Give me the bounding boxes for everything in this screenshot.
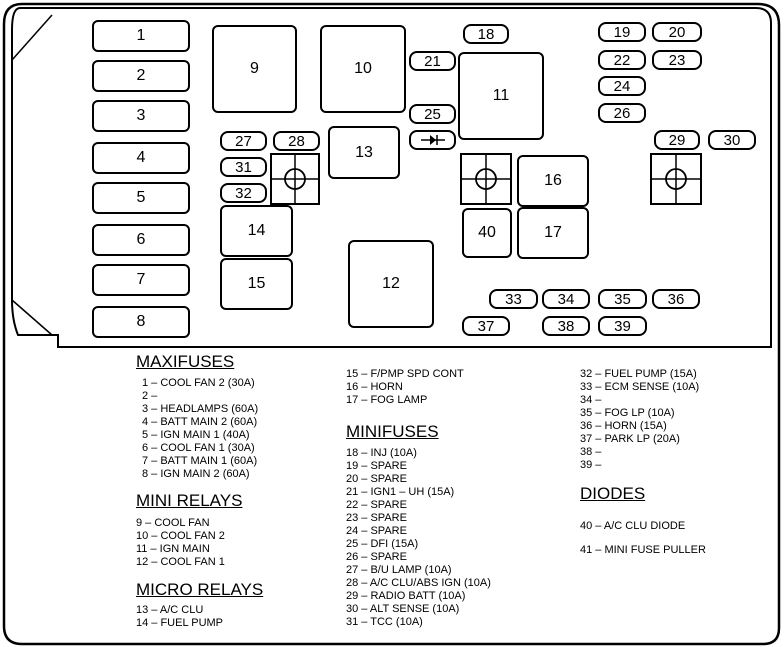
relay-slot-12: 12 [348, 240, 434, 328]
list-item: 27 – B/U LAMP (10A) [346, 564, 452, 576]
minifuse-slot-36: 36 [652, 289, 700, 309]
list-item: 29 – RADIO BATT (10A) [346, 590, 466, 602]
list-item: 30 – ALT SENSE (10A) [346, 603, 460, 615]
list-item: 34 – [580, 394, 602, 406]
stud-terminal-left [270, 153, 320, 205]
maxifuses-heading: MAXIFUSES [136, 352, 235, 371]
maxifuse-slot-3: 3 [92, 100, 190, 132]
list-item: 17 – FOG LAMP [346, 394, 428, 406]
mini-relays-heading: MINI RELAYS [136, 491, 243, 510]
list-item: 36 – HORN (15A) [580, 420, 667, 432]
list-item: 11 – IGN MAIN [136, 543, 210, 555]
minifuse-slot-24: 24 [598, 76, 646, 96]
minifuse-slot-23: 23 [652, 50, 702, 70]
list-item: 4 – BATT MAIN 2 (60A) [142, 416, 258, 428]
maxifuse-slot-8: 8 [92, 306, 190, 338]
list-item: 16 – HORN [346, 381, 403, 393]
minifuse-slot-38: 38 [542, 316, 590, 336]
list-item: 33 – ECM SENSE (10A) [580, 381, 700, 393]
minifuse-slot-32: 32 [220, 183, 267, 203]
relay-slot-10: 10 [320, 25, 406, 113]
list-item: 39 – [580, 459, 602, 471]
minifuse-slot-34: 34 [542, 289, 590, 309]
micro-relays-list-continued [346, 368, 464, 407]
list-item: 12 – COOL FAN 1 [136, 556, 225, 568]
list-item: 26 – SPARE [346, 551, 407, 563]
maxifuse-slot-1: 1 [92, 20, 190, 52]
stud-terminal-center [460, 153, 512, 205]
micro-relays-list [136, 604, 223, 630]
list-item: 23 – SPARE [346, 512, 407, 524]
list-item: 1 – COOL FAN 2 (30A) [142, 377, 255, 389]
minifuse-slot-22: 22 [598, 50, 646, 70]
relay-slot-13: 13 [328, 126, 400, 179]
maxifuse-slot-5: 5 [92, 182, 190, 214]
minifuse-slot-18: 18 [463, 24, 509, 44]
minifuses-list [346, 447, 491, 629]
list-item: 7 – BATT MAIN 1 (60A) [142, 455, 258, 467]
list-item: 20 – SPARE [346, 473, 407, 485]
minifuse-slot-28: 28 [273, 131, 320, 151]
minifuse-slot-21: 21 [409, 51, 456, 71]
list-item: 28 – A/C CLU/ABS IGN (10A) [346, 577, 491, 589]
list-item: 3 – HEADLAMPS (60A) [142, 403, 259, 415]
relay-slot-11: 11 [458, 52, 544, 140]
minifuse-slot-37: 37 [462, 316, 510, 336]
list-item: 8 – IGN MAIN 2 (60A) [142, 468, 250, 480]
diodes-list [580, 514, 706, 562]
list-item: 25 – DFI (15A) [346, 538, 419, 550]
maxifuse-slot-4: 4 [92, 142, 190, 174]
list-item: 14 – FUEL PUMP [136, 617, 224, 629]
maxifuse-slot-6: 6 [92, 224, 190, 256]
diodes-heading: DIODES [580, 484, 646, 503]
list-item: 13 – A/C CLU [136, 604, 204, 616]
list-item: 40 – A/C CLU DIODE [580, 520, 686, 532]
relay-slot-17: 17 [517, 207, 589, 259]
maxifuses-list [142, 377, 258, 481]
list-item: 2 – [142, 390, 158, 402]
relay-slot-15: 15 [220, 258, 293, 310]
minifuse-slot-39: 39 [598, 316, 647, 336]
list-item: 5 – IGN MAIN 1 (40A) [142, 429, 250, 441]
minifuse-slot-26: 26 [598, 103, 646, 123]
list-item: 41 – MINI FUSE PULLER [580, 544, 706, 556]
minifuse-slot-29: 29 [654, 130, 700, 150]
list-item: 19 – SPARE [346, 460, 407, 472]
minifuse-slot-19: 19 [598, 22, 646, 42]
list-item: 31 – TCC (10A) [346, 616, 423, 628]
maxifuse-slot-2: 2 [92, 60, 190, 92]
diode-symbol-icon [419, 133, 447, 147]
list-item: 15 – F/PMP SPD CONT [346, 368, 464, 380]
minifuse-slot-20: 20 [652, 22, 702, 42]
mini-relays-list [136, 517, 225, 569]
minifuse-slot-25: 25 [409, 104, 456, 124]
list-item: 10 – COOL FAN 2 [136, 530, 225, 542]
list-item: 22 – SPARE [346, 499, 407, 511]
maxifuse-slot-7: 7 [92, 264, 190, 296]
list-item: 32 – FUEL PUMP (15A) [580, 368, 697, 380]
minifuse-slot-31: 31 [220, 157, 267, 177]
list-item: 37 – PARK LP (20A) [580, 433, 680, 445]
list-item: 21 – IGN1 – UH (15A) [346, 486, 455, 498]
list-item: 38 – [580, 446, 602, 458]
relay-slot-16: 16 [517, 155, 589, 207]
list-item: 18 – INJ (10A) [346, 447, 417, 459]
diode-slot-40: 40 [462, 208, 512, 258]
micro-relays-heading: MICRO RELAYS [136, 580, 264, 599]
minifuse-slot-33: 33 [489, 289, 538, 309]
stud-terminal-right [650, 153, 702, 205]
relay-slot-14: 14 [220, 205, 293, 257]
relay-slot-9: 9 [212, 25, 297, 113]
list-item: 35 – FOG LP (10A) [580, 407, 675, 419]
minifuse-slot-35: 35 [598, 289, 647, 309]
list-item: 6 – COOL FAN 1 (30A) [142, 442, 255, 454]
fuse-puller-slot [409, 130, 456, 150]
minifuses-list-continued [580, 368, 699, 472]
minifuse-slot-30: 30 [708, 130, 756, 150]
minifuses-heading: MINIFUSES [346, 422, 439, 441]
minifuse-slot-27: 27 [220, 131, 267, 151]
list-item: 24 – SPARE [346, 525, 407, 537]
list-item: 9 – COOL FAN [136, 517, 210, 529]
